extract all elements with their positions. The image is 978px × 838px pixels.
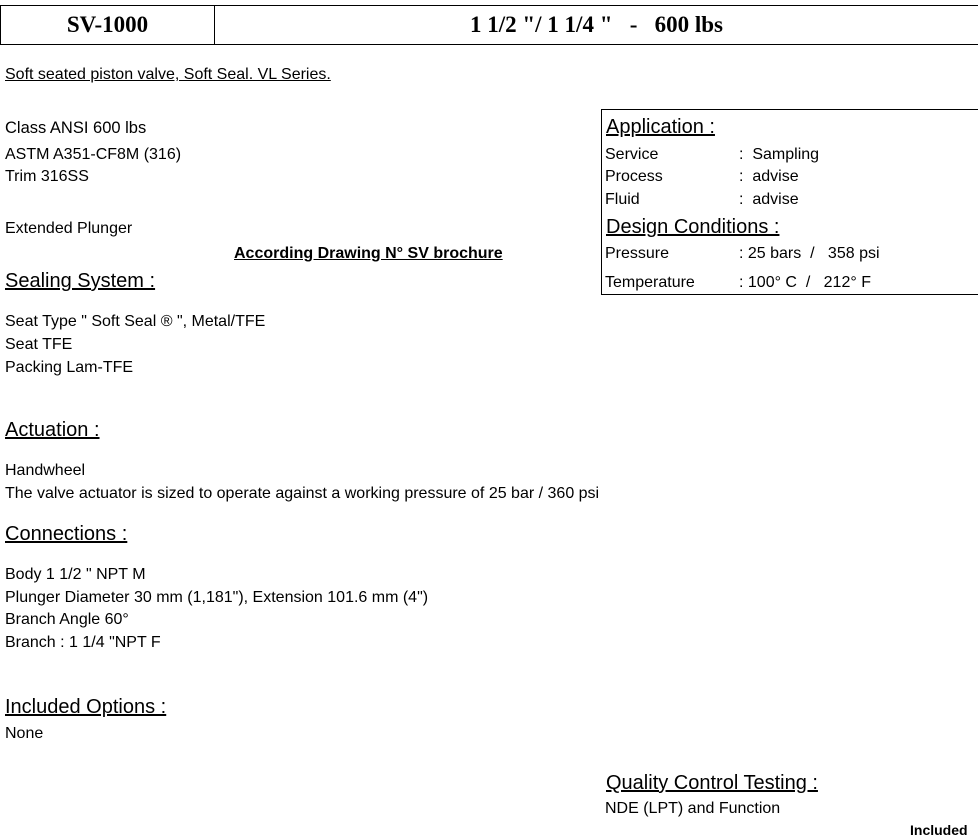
temperature-label: Temperature xyxy=(605,274,695,291)
drawing-reference: According Drawing N° SV brochure xyxy=(234,245,503,262)
included-options-heading: Included Options : xyxy=(5,696,167,718)
process-value: : advise xyxy=(739,168,799,185)
quality-control-value: NDE (LPT) and Function xyxy=(605,800,781,817)
fluid-value: : advise xyxy=(739,191,799,208)
model-number: SV-1000 xyxy=(66,12,149,37)
included-options-value: None xyxy=(5,725,44,742)
temperature-value: : 100° C / 212° F xyxy=(739,274,871,291)
class-rating: Class ANSI 600 lbs xyxy=(5,119,147,137)
pressure-label: Pressure xyxy=(605,245,670,262)
actuator-note: The valve actuator is sized to operate against a working pressure of 25 bar / 360 psi xyxy=(5,485,600,502)
service-label: Service xyxy=(605,146,659,163)
quality-control-included: Included xyxy=(910,822,968,838)
connections-heading: Connections : xyxy=(5,523,128,545)
size-pressure-rating: 1 1/2 "/ 1 1/4 " - 600 lbs xyxy=(470,12,723,37)
sealing-system-heading: Sealing System : xyxy=(5,270,156,292)
valve-description: Soft seated piston valve, Soft Seal. VL Series. xyxy=(5,66,331,83)
application-heading: Application : xyxy=(606,116,715,138)
quality-control-heading: Quality Control Testing : xyxy=(606,772,818,794)
branch-connection: Branch : 1 1/4 "NPT F xyxy=(5,634,161,651)
body-material: ASTM A351-CF8M (316) xyxy=(5,146,182,163)
packing-material: Packing Lam-TFE xyxy=(5,359,134,376)
actuator-type: Handwheel xyxy=(5,462,86,479)
header-table xyxy=(0,5,978,45)
pressure-value: : 25 bars / 358 psi xyxy=(739,245,880,262)
trim-material: Trim 316SS xyxy=(5,168,89,185)
plunger-type: Extended Plunger xyxy=(5,220,133,237)
design-conditions-heading: Design Conditions : xyxy=(606,216,780,238)
branch-angle: Branch Angle 60° xyxy=(5,611,129,628)
process-label: Process xyxy=(605,168,663,185)
seat-type: Seat Type " Soft Seal ® ", Metal/TFE xyxy=(5,313,266,330)
service-value: : Sampling xyxy=(739,146,820,163)
plunger-diameter: Plunger Diameter 30 mm (1,181"), Extension 101.6 mm (4") xyxy=(5,589,429,606)
actuation-heading: Actuation : xyxy=(5,419,100,441)
seat-material: Seat TFE xyxy=(5,336,73,353)
body-connection: Body 1 1/2 " NPT M xyxy=(5,566,146,583)
fluid-label: Fluid xyxy=(605,191,640,208)
